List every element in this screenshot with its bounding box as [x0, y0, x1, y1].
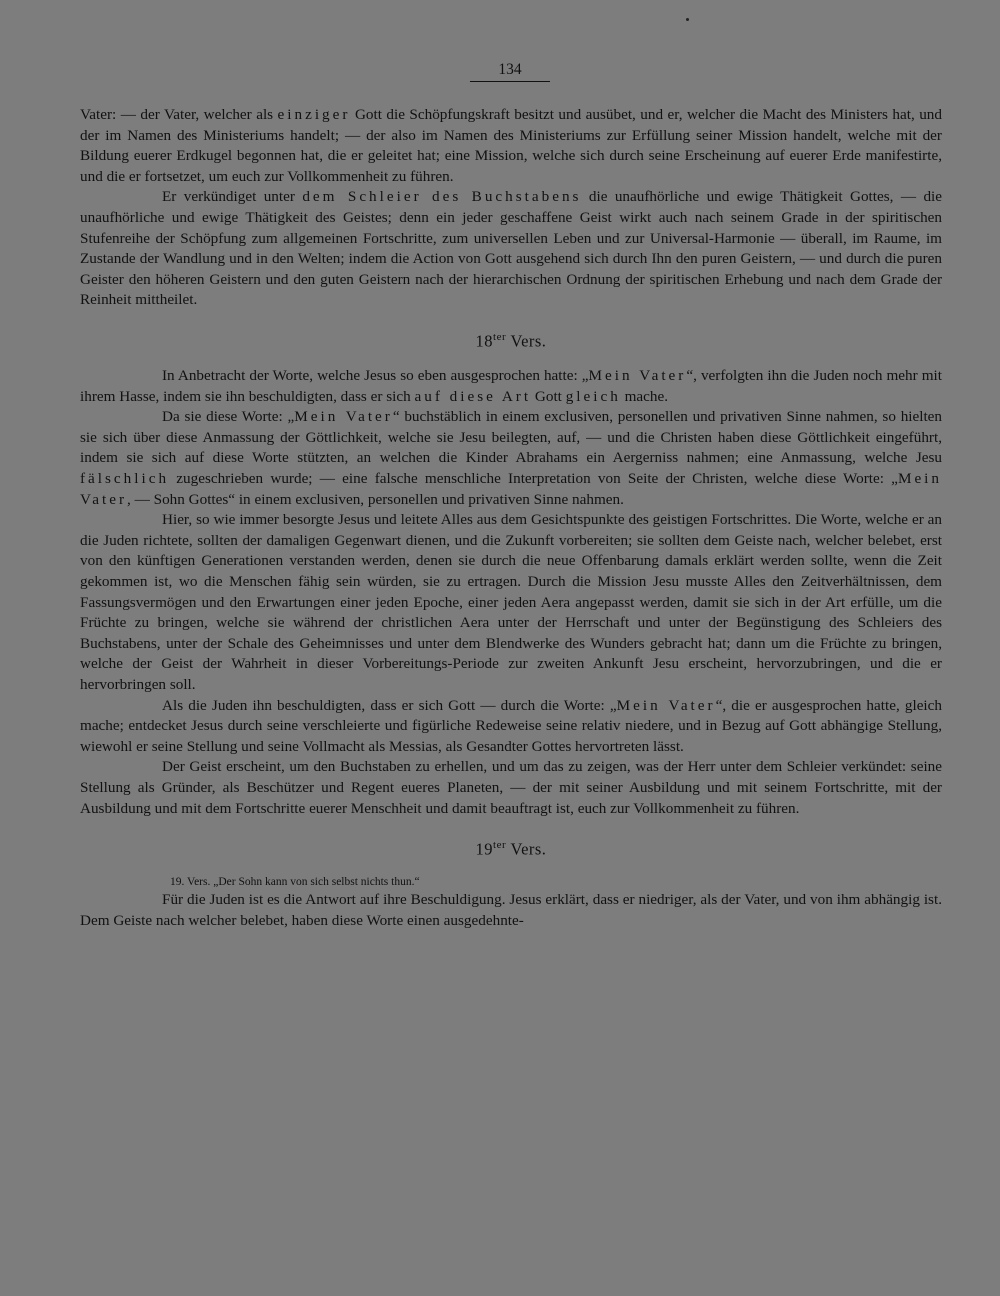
- verse-18-number: 18: [475, 331, 494, 351]
- page-body: [80, 105, 942, 931]
- text-run: Vater: — der Vater, welcher als: [80, 106, 278, 123]
- section-verse-17-continued: [80, 105, 942, 311]
- text-run: Der Geist erscheint, um den Buchstaben zu erhellen, und um das zu zeigen, was der Herr unter dem Schleier verkündet: seine Stellung als Gründer, als Beschützer und Regent eueres Planeten, — der mit seiner Ausbildung und mit seinem Fortschritte, mit der Ausbildung und mit dem Fortschritte euerer Menschheit und damit beauftragt ist, euch zur Vollkommenheit zu führen.: [80, 758, 942, 817]
- text-run: “ buchstäblich in einem exclusiven, personellen und privativen Sinne nahmen, so hielten sie sich über diese Anmassung der Göttlichkeit, welche sie Jesu beilegten, auf, — und die Christen haben diese Göttlichkeit eingeführt, indem sie sich auf diese Worte stützten, an welchen die Kinder Abrahams ein Aergerniss nahmen; eine Anmassung, welche Jesu: [80, 408, 943, 467]
- verse-19-number: 19: [475, 839, 494, 859]
- paragraph: [80, 757, 942, 819]
- paragraph: [80, 407, 942, 510]
- text-run: Als die Juden ihn beschuldigten, dass er sich Gott — durch die Worte: „: [162, 696, 617, 714]
- section-verse-19: [80, 890, 942, 931]
- text-run: , — Sohn Gottes“ in einem exclusiven, personellen und privativen Sinne nahmen.: [127, 490, 624, 508]
- paragraph: [80, 366, 942, 407]
- spaced-emphasis: einziger: [277, 106, 351, 123]
- verse-19-ordinal: ter: [493, 839, 507, 852]
- section-verse-18: [80, 366, 942, 819]
- verse-18-heading: [80, 327, 942, 352]
- verse-18-ordinal: ter: [493, 330, 507, 343]
- paragraph: [80, 696, 942, 758]
- spaced-emphasis: Mein Vater: [294, 408, 393, 426]
- spaced-emphasis: fälschlich: [80, 470, 170, 487]
- verse-19-word: Vers.: [510, 839, 547, 859]
- paragraph: [80, 187, 942, 311]
- spaced-emphasis: Mein Vater: [616, 696, 716, 714]
- verse-18-word: Vers.: [510, 331, 547, 351]
- text-run: Gott: [531, 387, 566, 405]
- text-run: zugeschrieben wurde; — eine falsche menschliche Interpretation von Seite der Christen, welche diese Worte: „: [169, 470, 898, 487]
- text-run: “, verfolgten ihn die Juden noch mehr mit ihrem Hasse, indem sie ihn beschuldigten, dass er sich: [80, 367, 942, 405]
- text-run: Gott die Schöpfungskraft besitzt und ausübet, und er, welcher die Macht des Ministers hat, und der im Namen des Ministeriums handelt; — der also im Namen des Ministeriums zur Erfüllung seiner Mission handelt, welche mit der Bildung euerer Erdkugel begonnen hat, die er geleitet hat; eine Mission, welche sich durch seine Erscheinung auf euerer Erde manifestirte, und die er fortsetzet, um euch zur Vollkommenheit zu führen.: [80, 106, 942, 185]
- spaced-emphasis: Mein Vater: [80, 470, 942, 508]
- text-run: Hier, so wie immer besorgte Jesus und leitete Alles aus dem Gesichtspunkte des geistigen Fortschrittes. Die Worte, welche er an die Juden richtete, sollten der damaligen Gegenwart dienen, und die Zukunft vorbereiten; sie sollten dem Geiste nach, welcher belebet, erst von den künftigen Generationen verstanden werden, denen sie durch die neue Offenbarung damals erklärt werden sollte, wenn die Zeit gekommen ist, wo die Menschen fähig sein würden, sie zu ertragen. Durch die Mission Jesu musste Alles den Zeitverhältnissen, dem Fassungsvermögen und den Erwartungen einer jeden Epoche, einer jeden Aera angepasst werden, damit sie sich in der Art erfülle, um die Früchte zu bringen, welche sie während der christlichen Aera unter der Herrschaft und unter der Begünstigung des Schleiers des Buchstabens, unter der Schale des Geheimnisses und unter dem Blendwerke des Wunders gebracht hat; dann um die Früchte zu bringen, welche der Geist der Wahrheit in dieser Vorbereitungs-Periode zur zweiten Ankunft Jesu erscheint, hervorzubringen, und die er hervorbringen soll.: [80, 511, 942, 693]
- spaced-emphasis: Mein Vater: [588, 367, 687, 385]
- text-run: mache.: [620, 387, 669, 405]
- verse-19-quote: 19. Vers. „Der Sohn kann von sich selbst nichts thun.“: [170, 876, 420, 889]
- text-run: In Anbetracht der Worte, welche Jesus so eben ausgesprochen hatte: „: [162, 367, 589, 385]
- paragraph: [80, 510, 942, 695]
- text-run: Er verkündiget unter: [162, 188, 303, 206]
- text-run: Für die Juden ist es die Antwort auf ihre Beschuldigung. Jesus erklärt, dass er niedriger, als der Vater, und von ihm abhängig ist. Dem Geiste nach welcher belebet, haben diese Worte einen ausgedehnte-: [80, 891, 942, 929]
- scan-speck: [686, 18, 689, 21]
- paragraph: [80, 890, 942, 931]
- spaced-emphasis: gleich: [565, 387, 621, 405]
- verse-19-heading: [80, 835, 942, 860]
- paragraph: [80, 105, 942, 187]
- text-run: Da sie diese Worte: „: [162, 408, 295, 426]
- text-run: die unaufhörliche und ewige Thätigkeit Gottes, — die unaufhörliche und ewige Thätigkeit des Geistes; denn ein jeder geschaffene Geist wirkt auch nach seinem Grade in der spiritischen Stufenreihe der Schöpfung zum allgemeinen Fortschritte, zum universellen Leben und zur Universal-Harmonie — überall, im Raume, im Zustande der Wandlung und in den Welten; indem die Action von Gott ausgehend sich durch Ihn den puren Geistern, — und durch die puren Geister den höheren Geistern und den guten Geistern nach der hierarchischen Ordnung der spiritischen Erhebung und nach dem Grade der Reinheit mittheilet.: [80, 188, 943, 309]
- page-number: 134: [470, 60, 550, 82]
- text-run: “, die er ausgesprochen hatte, gleich mache; entdecket Jesus durch seine verschleierte und figürliche Redeweise seine relativ niedere, und in Bezug auf Gott abhängige Stellung, wiewohl er seine Stellung und seine Vollmacht als Messias, als Gesandter Gottes hervortreten lässt.: [80, 696, 942, 755]
- spaced-emphasis: dem Schleier des Buchstabens: [302, 188, 582, 206]
- spaced-emphasis: auf diese Art: [414, 387, 532, 405]
